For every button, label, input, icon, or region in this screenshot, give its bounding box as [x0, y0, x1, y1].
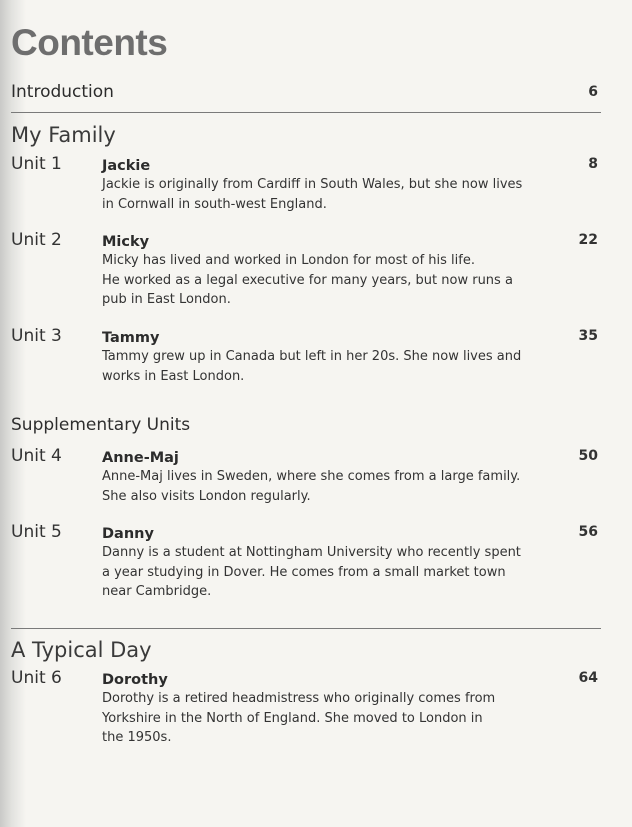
unit-body	[102, 230, 552, 310]
unit-description-line: pub in East London.	[102, 292, 231, 307]
unit-description-line: near Cambridge.	[102, 584, 212, 599]
unit-page-number: 56	[578, 524, 598, 540]
unit-label: Unit 1	[11, 154, 62, 174]
unit-description-line: works in East London.	[102, 368, 245, 384]
unit-description-line: a year studying in Dover. He comes from a small market town	[102, 564, 506, 580]
unit-label: Unit 3	[11, 326, 62, 346]
unit-name: Jackie	[102, 158, 151, 174]
toc-entry-introduction[interactable]	[11, 82, 601, 102]
unit-page-number: 8	[588, 156, 598, 172]
unit-description-line: Yorkshire in the North of England. She moved to London in	[102, 710, 483, 726]
unit-description-line: the 1950s.	[102, 730, 172, 745]
unit-description-line: Jackie is originally from Cardiff in South Wales, but she now lives	[102, 177, 523, 192]
unit-body	[102, 154, 552, 214]
unit-description-line: She also visits London regularly.	[102, 488, 311, 504]
unit-body	[102, 326, 552, 386]
unit-label: Unit 5	[11, 522, 62, 542]
introduction-label: Introduction	[11, 82, 114, 102]
unit-body	[102, 446, 552, 506]
unit-description-line: Micky has lived and worked in London for most of his life.	[102, 253, 475, 268]
section-heading-a-typical-day: A Typical Day	[11, 638, 152, 662]
page-title: Contents	[11, 22, 168, 63]
unit-name: Anne-Maj	[102, 450, 179, 466]
divider	[11, 628, 601, 629]
unit-description-line: Tammy grew up in Canada but left in her 20s. She now lives and	[102, 349, 522, 364]
section-heading-my-family: My Family	[11, 123, 116, 147]
unit-name: Dorothy	[102, 672, 168, 688]
introduction-page-number: 6	[588, 84, 598, 100]
unit-description-line: in Cornwall in south-west England.	[102, 196, 327, 212]
unit-name: Micky	[102, 234, 150, 250]
unit-page-number: 64	[578, 670, 598, 686]
unit-description-line: Anne-Maj lives in Sweden, where she comes from a large family.	[102, 469, 521, 484]
unit-page-number: 22	[578, 232, 598, 248]
subsection-heading-supplementary-units: Supplementary Units	[11, 415, 191, 435]
unit-label: Unit 6	[11, 668, 62, 688]
unit-name: Tammy	[102, 330, 160, 346]
unit-description-line: Danny is a student at Nottingham University who recently spent	[102, 545, 521, 560]
unit-page-number: 35	[578, 328, 598, 344]
unit-name: Danny	[102, 526, 154, 542]
unit-page-number: 50	[578, 448, 598, 464]
divider	[11, 112, 601, 113]
unit-label: Unit 4	[11, 446, 62, 466]
unit-label: Unit 2	[11, 230, 62, 250]
unit-body	[102, 522, 552, 602]
unit-description-line: Dorothy is a retired headmistress who originally comes from	[102, 691, 496, 706]
unit-body	[102, 668, 552, 748]
unit-description-line: He worked as a legal executive for many years, but now runs a	[102, 272, 513, 288]
